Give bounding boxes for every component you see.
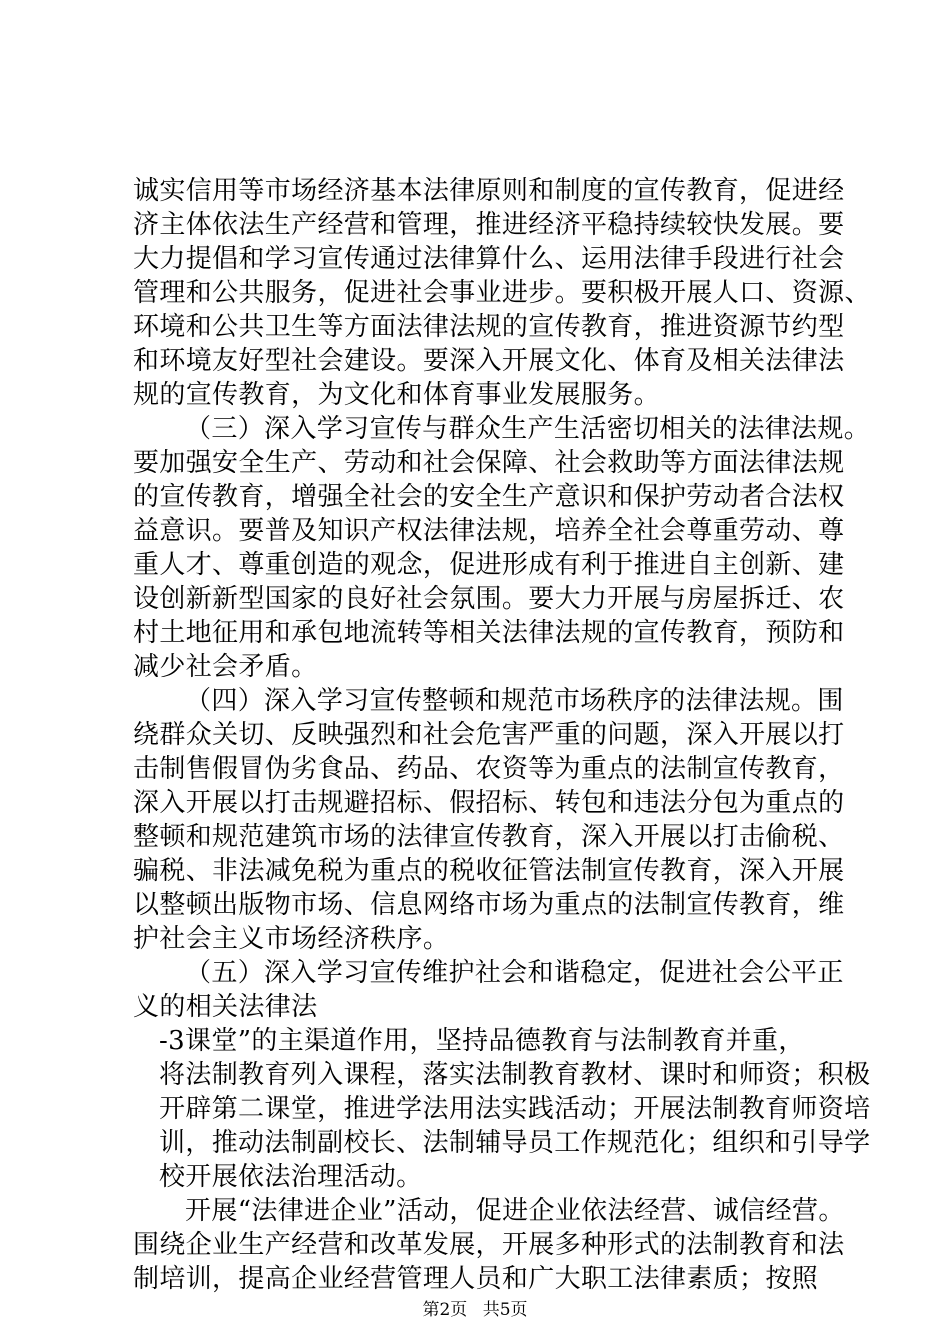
paragraph-heading-4: （四）深入学习宣传整顿和规范市场秩序的法律法规。围: [185, 686, 844, 716]
paragraph-heading-3: （三）深入学习宣传与群众生产生活密切相关的法律法规。: [185, 414, 871, 444]
text-line: 和环境友好型社会建设。要深入开展文化、体育及相关法律法: [133, 346, 845, 376]
text-line: 校开展依法治理活动。: [159, 1162, 423, 1192]
text-line: 围绕企业生产经营和改革发展，开展多种形式的法制教育和法: [133, 1230, 845, 1260]
text-line: 骗税、非法减免税为重点的税收征管法制宣传教育，深入开展: [133, 856, 845, 886]
page-footer: [0, 1300, 950, 1320]
text-line: 村土地征用和承包地流转等相关法律法规的宣传教育，预防和: [133, 618, 845, 648]
text-line: 护社会主义市场经济秩序。: [133, 924, 450, 954]
text-line: 大力提倡和学习宣传通过法律算什么、运用法律手段进行社会: [133, 244, 845, 274]
text-line: 开辟第二课堂，推进学法用法实践活动；开展法制教育师资培: [159, 1094, 871, 1124]
text-line: 济主体依法生产经营和管理，推进经济平稳持续较快发展。要: [133, 210, 845, 240]
text-line: 训，推动法制副校长、法制辅导员工作规范化；组织和引导学: [159, 1128, 871, 1158]
page-number: 第2页: [422, 1300, 468, 1320]
text-line: 规的宣传教育，为文化和体育事业发展服务。: [133, 380, 661, 410]
text-line: 减少社会矛盾。: [133, 652, 318, 682]
text-line: 设创新新型国家的良好社会氛围。要大力开展与房屋拆迁、农: [133, 584, 845, 614]
paragraph-heading-5: （五）深入学习宣传维护社会和谐稳定，促进社会公平正: [185, 958, 844, 988]
text-line: 义的相关法律法: [133, 992, 318, 1022]
text-line: 将法制教育列入课程，落实法制教育教材、课时和师资；积极: [159, 1060, 871, 1090]
text-line: 益意识。要普及知识产权法律法规，培养全社会尊重劳动、尊: [133, 516, 845, 546]
text-line: 制培训，提高企业经营管理人员和广大职工法律素质；按照: [133, 1264, 819, 1294]
text-line: 环境和公共卫生等方面法律法规的宣传教育，推进资源节约型: [133, 312, 845, 342]
text-line: 重人才、尊重创造的观念，促进形成有利于推进自主创新、建: [133, 550, 845, 580]
text-line: 管理和公共服务，促进社会事业进步。要积极开展人口、资源、: [133, 278, 871, 308]
paragraph-start: 开展“法律进企业”活动，促进企业依法经营、诚信经营。: [185, 1196, 845, 1226]
text-line: 绕群众关切、反映强烈和社会危害严重的问题，深入开展以打: [133, 720, 845, 750]
text-line: 的宣传教育，增强全社会的安全生产意识和保护劳动者合法权: [133, 482, 845, 512]
text-line: 击制售假冒伪劣食品、药品、农资等为重点的法制宣传教育，: [133, 754, 845, 784]
text-line: 诚实信用等市场经济基本法律原则和制度的宣传教育，促进经: [133, 176, 845, 206]
text-line: 深入开展以打击规避招标、假招标、转包和违法分包为重点的: [133, 788, 845, 818]
page-total: 共5页: [482, 1300, 528, 1320]
text-line: 整顿和规范建筑市场的法律宣传教育，深入开展以打击偷税、: [133, 822, 845, 852]
text-line: -3课堂”的主渠道作用，坚持品德教育与法制教育并重，: [159, 1026, 805, 1056]
text-line: 以整顿出版物市场、信息网络市场为重点的法制宣传教育，维: [133, 890, 845, 920]
text-line: 要加强安全生产、劳动和社会保障、社会救助等方面法律法规: [133, 448, 845, 478]
